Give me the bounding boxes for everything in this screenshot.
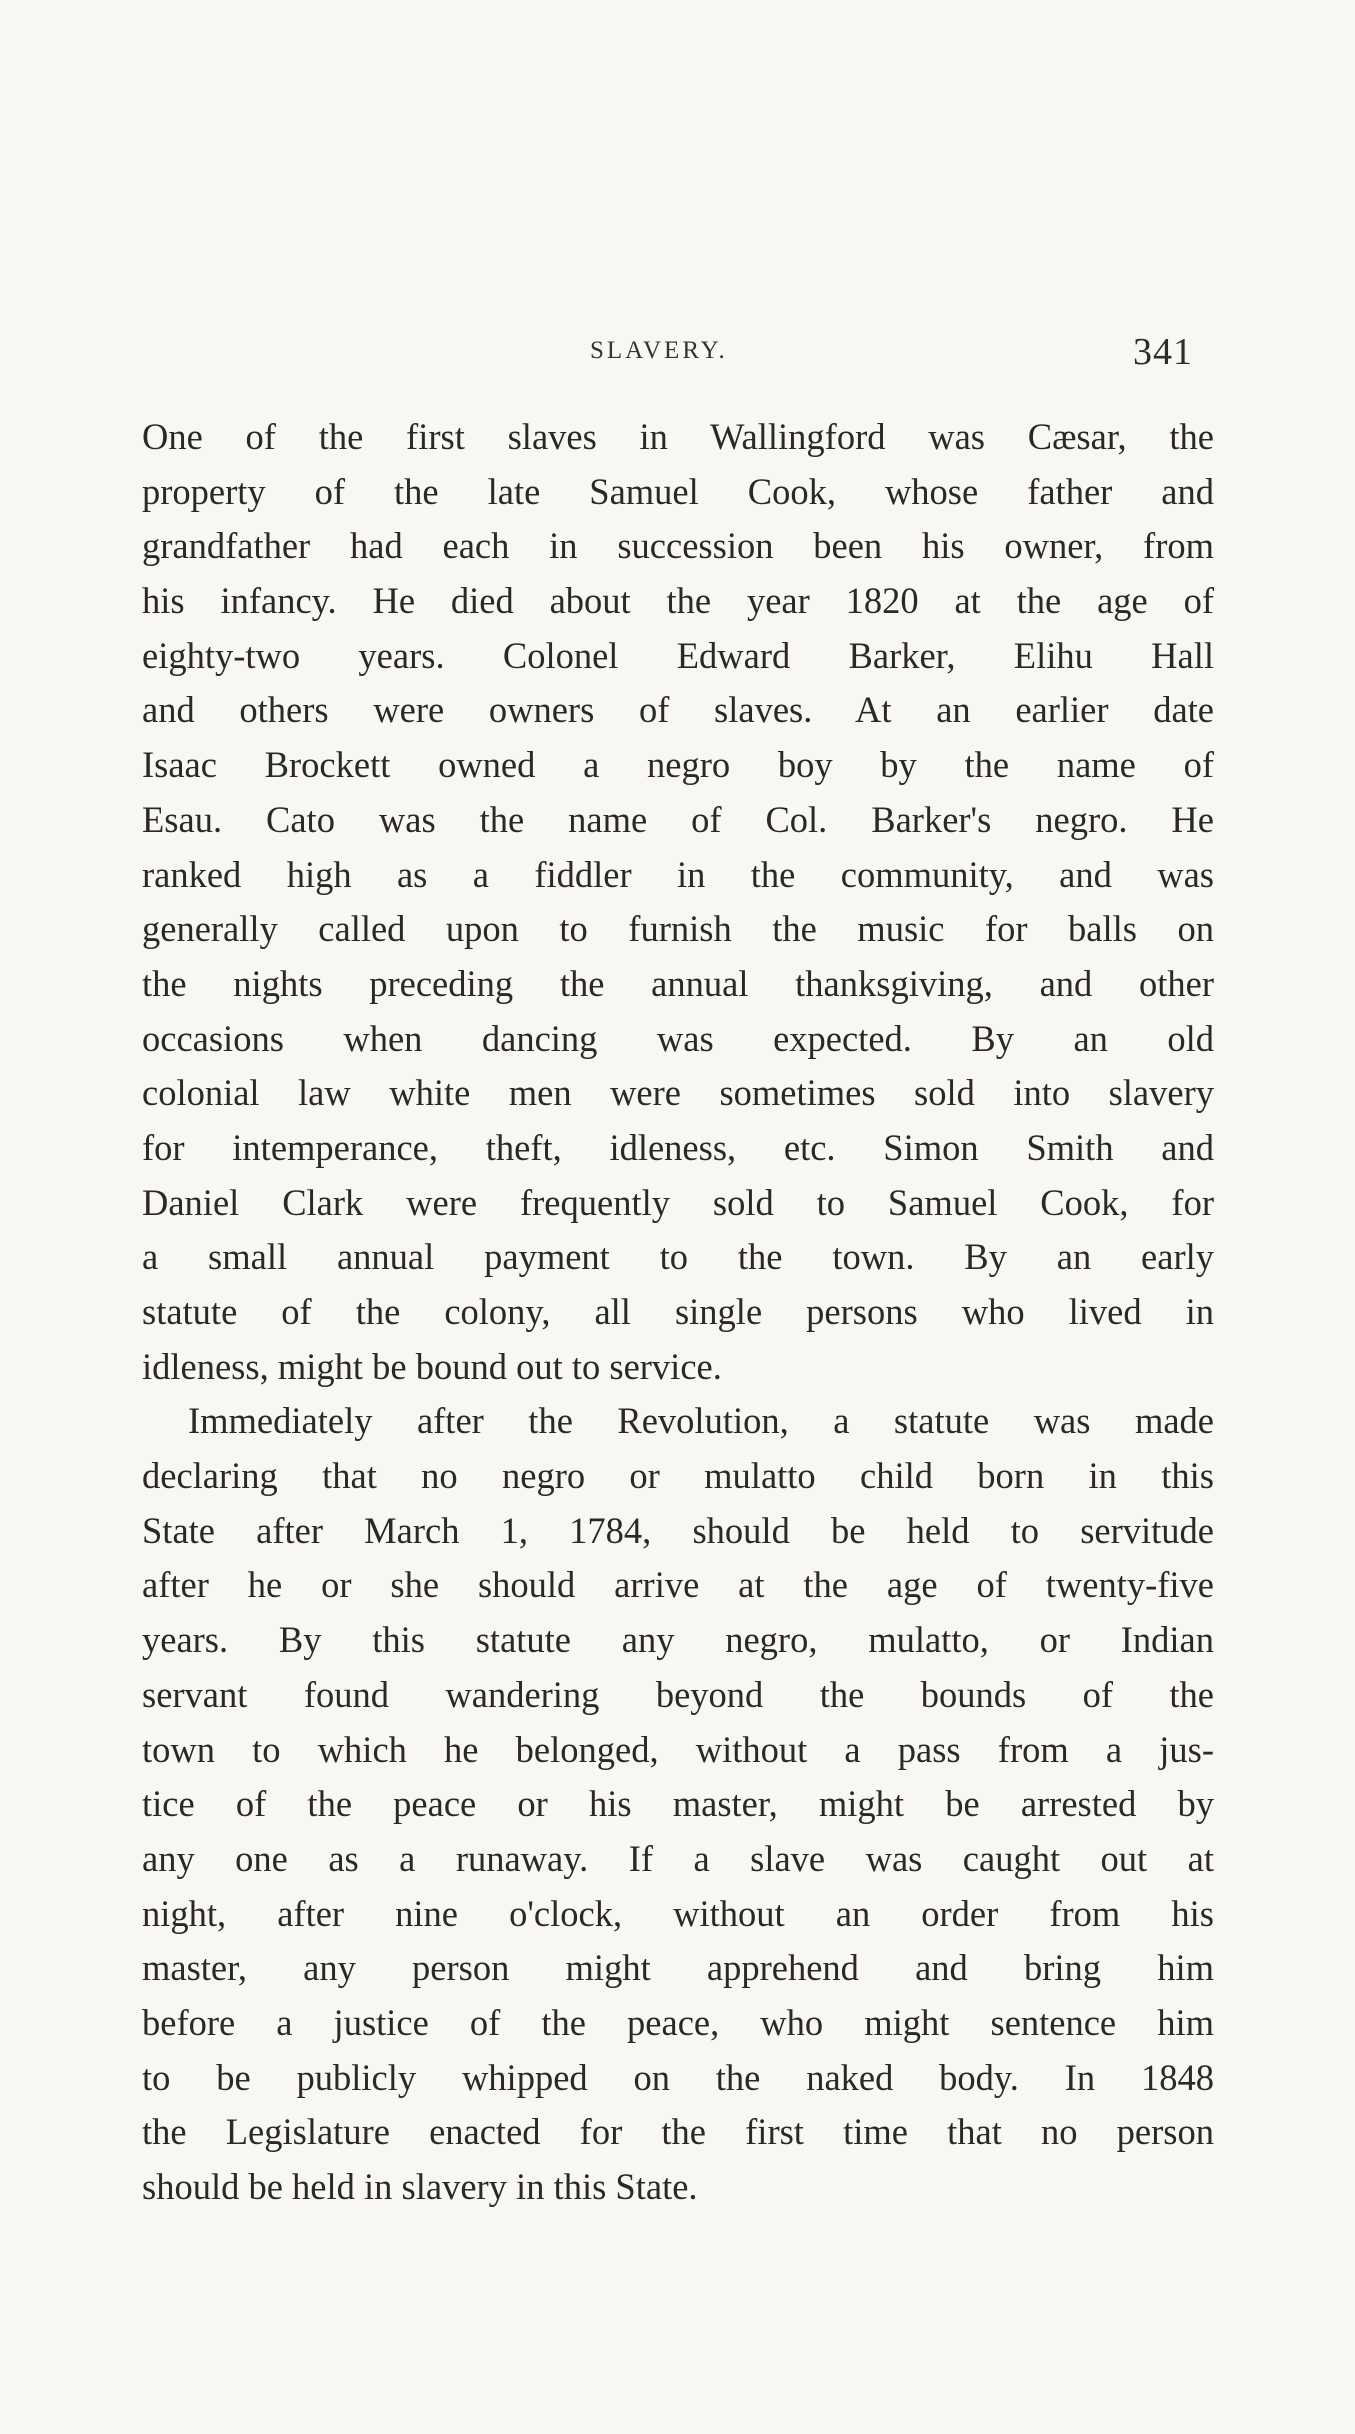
text-line: Daniel Clark were frequently sold to Samuel Cook, for [142, 1181, 1214, 1223]
text-line: generally called upon to furnish the music for balls on [142, 908, 1214, 950]
text-line: town to which he belonged, without a pass from a jus- [142, 1728, 1214, 1770]
text-line: a small annual payment to the town. By an early [142, 1236, 1214, 1278]
text-line: the nights preceding the annual thanksgiving, and other [142, 962, 1214, 1004]
text-line: ranked high as a fiddler in the community, and was [142, 853, 1214, 895]
text-line: State after March 1, 1784, should be held to servitude [142, 1509, 1214, 1551]
text-line: declaring that no negro or mulatto child born in this [142, 1455, 1214, 1497]
text-line: before a justice of the peace, who might sentence him [142, 2001, 1214, 2043]
text-line: his infancy. He died about the year 1820 at the age of [142, 580, 1214, 622]
text-line: master, any person might apprehend and bring him [142, 1947, 1214, 1989]
text-line: the Legislature enacted for the first time that no person [142, 2111, 1214, 2153]
text-line: any one as a runaway. If a slave was caught out at [142, 1837, 1214, 1879]
text-line: Esau. Cato was the name of Col. Barker's negro. He [142, 798, 1214, 840]
page-number: 341 [1133, 331, 1193, 373]
text-line: tice of the peace or his master, might be arrested by [142, 1783, 1214, 1825]
text-line: and others were owners of slaves. At an earlier date [142, 689, 1214, 731]
text-line: grandfather had each in succession been his owner, from [142, 525, 1214, 567]
body-text [142, 410, 1214, 2215]
running-head: SLAVERY. [590, 337, 728, 364]
text-line: idleness, might be bound out to service. [142, 1345, 722, 1387]
text-line: occasions when dancing was expected. By an old [142, 1017, 1214, 1059]
text-line: should be held in slavery in this State. [142, 2166, 698, 2207]
text-line: One of the first slaves in Wallingford was Cæsar, the [142, 416, 1214, 457]
text-line: property of the late Samuel Cook, whose father and [142, 470, 1214, 512]
text-line: statute of the colony, all single persons who lived in [142, 1291, 1214, 1332]
text-line: for intemperance, theft, idleness, etc. Simon Smith and [142, 1126, 1214, 1168]
text-line: Immediately after the Revolution, a statute was made [188, 1400, 1214, 1442]
text-line: Isaac Brockett owned a negro boy by the name of [142, 744, 1214, 786]
text-line: eighty-two years. Colonel Edward Barker, Elihu Hall [142, 634, 1214, 676]
text-line: colonial law white men were sometimes sold into slavery [142, 1072, 1214, 1114]
text-line: after he or she should arrive at the age of twenty-five [142, 1564, 1214, 1606]
text-line: to be publicly whipped on the naked body. In 1848 [142, 2056, 1214, 2098]
text-line: night, after nine o'clock, without an order from his [142, 1892, 1214, 1934]
text-line: years. By this statute any negro, mulatto, or Indian [142, 1619, 1214, 1661]
text-line: servant found wandering beyond the bounds of the [142, 1673, 1214, 1715]
